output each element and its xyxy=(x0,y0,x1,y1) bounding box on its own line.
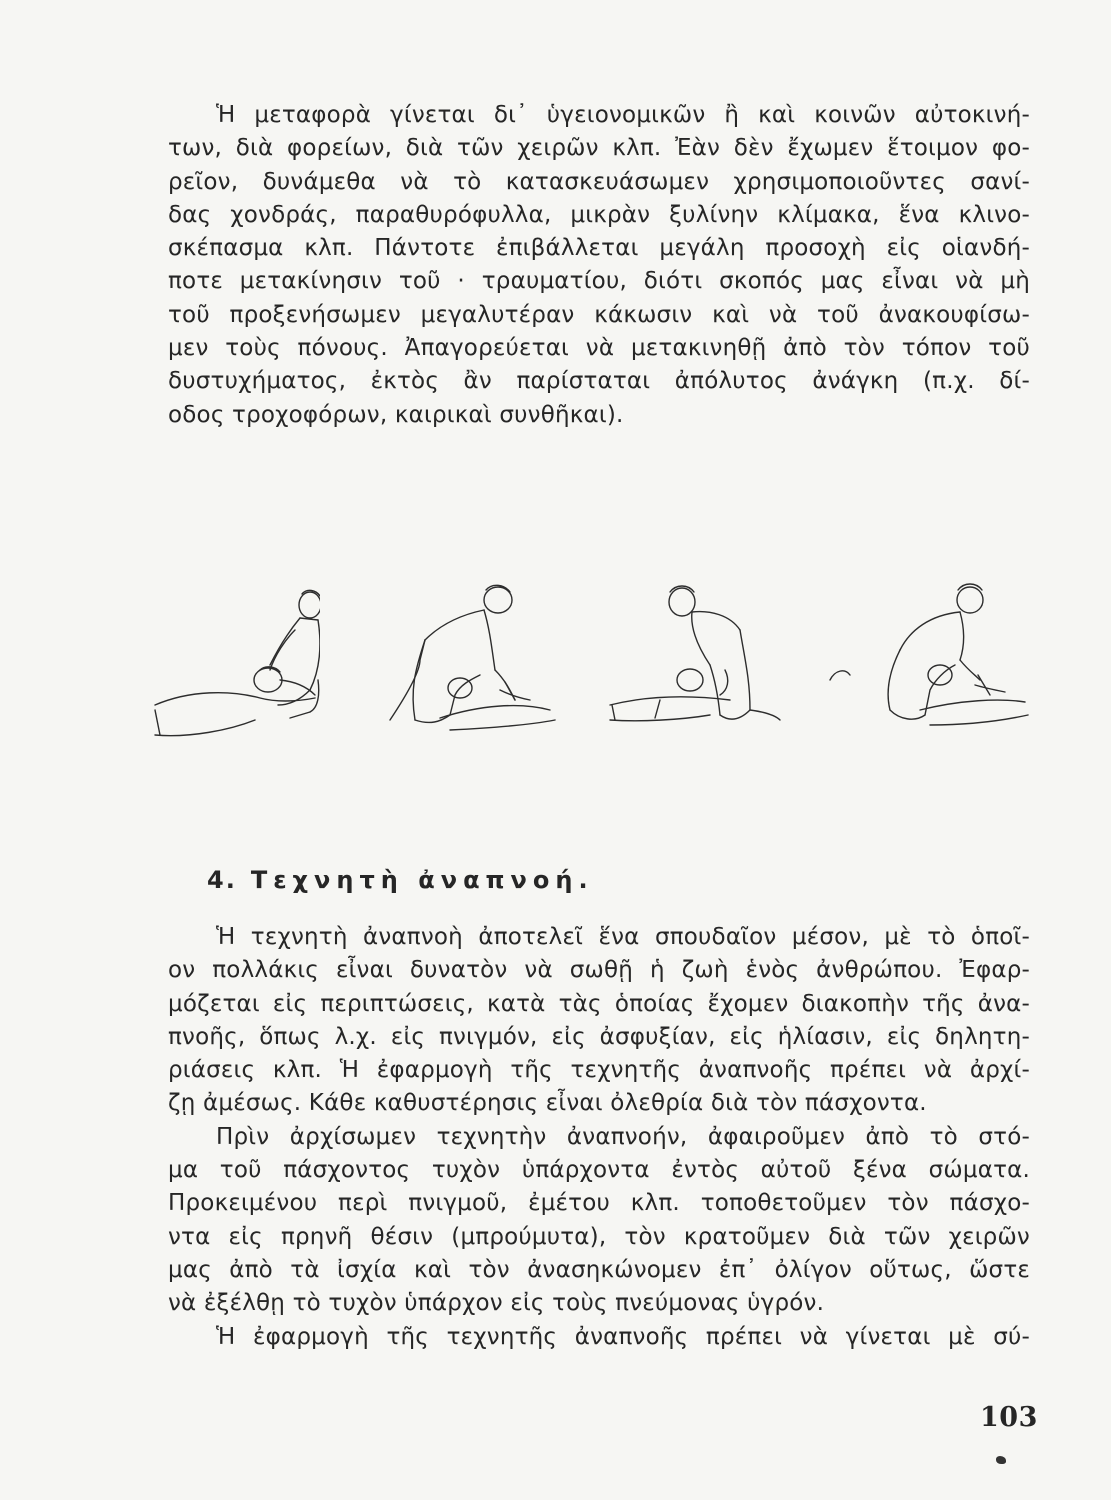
text-line: δυστυχήματος, ἐκτὸς ἂν παρίσταται ἀπόλυτος ἀνάγκη (π.χ. δί- xyxy=(168,368,1030,395)
text-line: σκέπασμα κλπ. Πάντοτε ἐπιβάλλεται μεγάλη προσοχὴ εἰς οἱανδή- xyxy=(168,235,1030,262)
illustration-step-4 xyxy=(820,570,1030,770)
text-line: Ἡ ἐφαρμογὴ τῆς τεχνητῆς ἀναπνοῆς πρέπει νὰ γίνεται μὲ σύ- xyxy=(216,1323,1030,1350)
text-line: ρεῖον, δυνάμεθα νὰ τὸ κατασκευάσωμεν χρησιμοποιοῦντες σανί- xyxy=(168,168,1030,195)
illustration-step-3 xyxy=(600,570,800,770)
illustration-step-1 xyxy=(150,570,320,770)
text-line: ριάσεις κλπ. Ἡ ἐφαρμογὴ τῆς τεχνητῆς ἀναπνοῆς πρέπει νὰ ἀρχί- xyxy=(168,1057,1030,1084)
text-line: μεν τοὺς πόνους. Ἀπαγορεύεται νὰ μετακινηθῇ ἀπὸ τὸν τόπον τοῦ xyxy=(168,335,1030,362)
text-line: μα τοῦ πάσχοντος τυχὸν ὑπάρχοντα ἐντὸς αὐτοῦ ξένα σώματα. xyxy=(168,1157,1030,1184)
text-line: νὰ ἐξέλθῃ τὸ τυχὸν ὑπάρχον εἰς τοὺς πνεύμονας ὑγρόν. xyxy=(168,1290,825,1317)
ink-mark xyxy=(996,1456,1006,1464)
text-line: ζῃ ἀμέσως. Κάθε καθυστέρησις εἶναι ὀλεθρία διὰ τὸν πάσχοντα. xyxy=(168,1090,927,1117)
section-heading xyxy=(207,866,594,894)
text-line: τοῦ προξενήσωμεν μεγαλυτέραν κάκωσιν καὶ νὰ τοῦ ἀνακουφίσω- xyxy=(168,301,1030,328)
text-line: δας χονδράς, παραθυρόφυλλα, μικρὰν ξυλίνην κλίμακα, ἕνα κλινο- xyxy=(168,201,1030,228)
text-line: Πρὶν ἀρχίσωμεν τεχνητὴν ἀναπνοήν, ἀφαιροῦμεν ἀπὸ τὸ στό- xyxy=(216,1123,1030,1150)
paragraph-transport xyxy=(168,99,1030,432)
paragraph-artificial-respiration xyxy=(168,921,1030,1354)
text-line: οδος τροχοφόρων, καιρικαὶ συνθῆκαι). xyxy=(168,401,624,428)
text-line: ποτε μετακίνησιν τοῦ · τραυματίου, διότι σκοπός μας εἶναι νὰ μὴ xyxy=(168,268,1030,295)
text-line: των, διὰ φορείων, διὰ τῶν χειρῶν κλπ. Ἐὰν δὲν ἔχωμεν ἕτοιμον φο- xyxy=(168,135,1030,162)
text-line: ον πολλάκις εἶναι δυνατὸν νὰ σωθῇ ἡ ζωὴ ἑνὸς ἀνθρώπου. Ἐφαρ- xyxy=(168,957,1030,984)
text-line: πνοῆς, ὅπως λ.χ. εἰς πνιγμόν, εἰς ἀσφυξίαν, εἰς ἡλίασιν, εἰς δηλητη- xyxy=(168,1023,1030,1050)
text-line: Ἡ τεχνητὴ ἀναπνοὴ ἀποτελεῖ ἕνα σπουδαῖον μέσον, μὲ τὸ ὁποῖ- xyxy=(216,924,1030,950)
section-title: Τεχνητὴ ἀναπνοή. xyxy=(250,866,594,894)
section-number: 4. xyxy=(207,866,237,894)
illustration-step-2 xyxy=(380,570,560,770)
text-line: Προκειμένου περὶ πνιγμοῦ, ἐμέτου κλπ. τοποθετοῦμεν τὸν πάσχο- xyxy=(168,1190,1030,1217)
text-line: ντα εἰς πρηνῆ θέσιν (μπρούμυτα), τὸν κρατοῦμεν διὰ τῶν χειρῶν xyxy=(168,1223,1030,1250)
text-line: μας ἀπὸ τὰ ἰσχία καὶ τὸν ἀνασηκώνομεν ἐπ᾿ ὀλίγον οὕτως, ὥστε xyxy=(168,1256,1030,1283)
page-number: 103 xyxy=(980,1402,1038,1433)
text-line: μόζεται εἰς περιπτώσεις, κατὰ τὰς ὁποίας ἔχομεν διακοπὴν τῆς ἀνα- xyxy=(168,990,1030,1017)
text-line: Ἡ μεταφορὰ γίνεται δι᾿ ὑγειονομικῶν ἢ καὶ κοινῶν αὐτοκινή- xyxy=(216,102,1030,128)
resuscitation-illustrations xyxy=(150,570,1030,770)
